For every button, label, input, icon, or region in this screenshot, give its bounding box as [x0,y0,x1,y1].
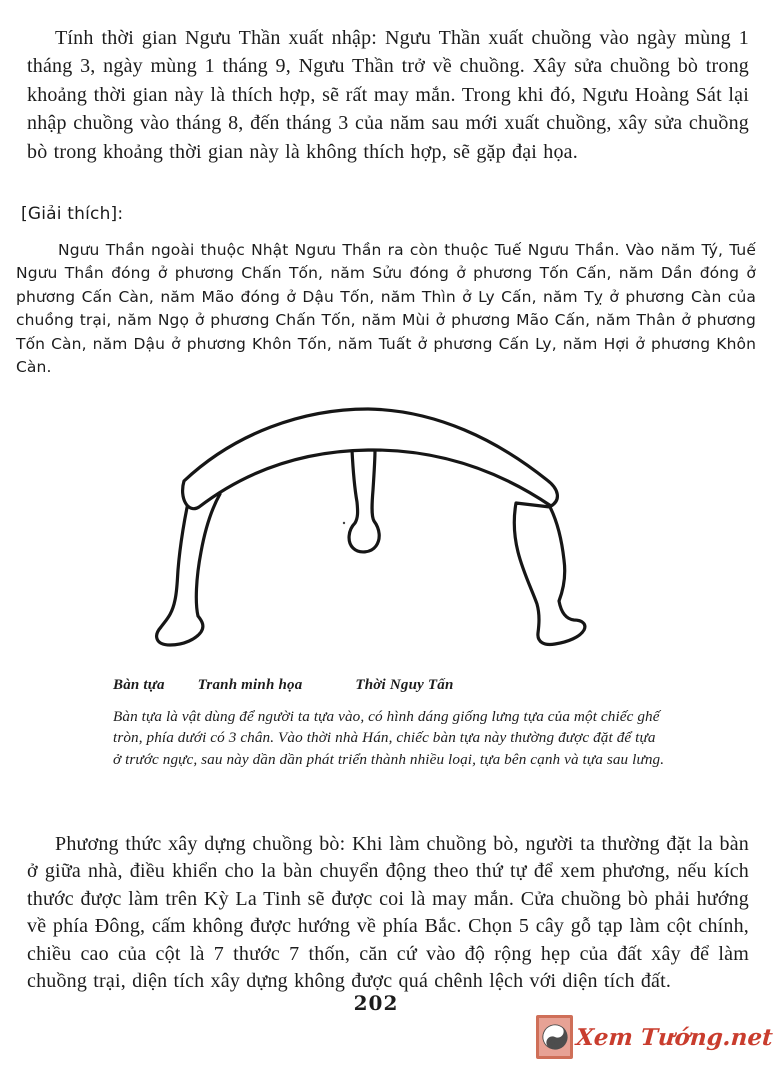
paragraph-building-method: Phương thức xây dựng chuồng bò: Khi làm chuồng bò, người ta thường đặt la bàn ở giữa nhà, điều khiển cho la bàn chuyển động theo thứ tự để xem phương, nếu kích thước được làm trên Kỳ La Tinh sẽ được coi là may mắn. Cửa chuồng bò phải hướng về phía Đông, cấm không được hướng về phía Bắc. Chọn 5 cây gỗ tạp làm cột chính, chiều cao của cột là 7 thước 7 thốn, căn cứ vào độ rộng hẹp của đất xây để làm chuồng trại, diện tích xây dựng không được quá chênh lệch với diện tích đất. [27,833,749,993]
caption-term-thoi-nguy-tan: Thời Nguy Tấn [355,677,454,693]
figure-caption-note: Bàn tựa là vật dùng để người ta tựa vào, có hình dáng giống lưng tựa của một chiếc ghế tròn, phía dưới có 3 chân. Vào thời nhà Hán, chiếc bàn tựa này thường được đặt để tựa ở trước ngực, sau này dần dần phát triển thành nhiều loại, tựa bên cạnh và tựa sau lưng. [113,708,665,768]
watermark-text: Xem Tướng.net [575,1023,774,1051]
watermark [536,1015,773,1059]
figure-ban-tua [140,390,640,670]
figure-center-leg [349,450,379,552]
figure-right-leg [514,503,585,645]
explanation-paragraph: Ngưu Thần ngoài thuộc Nhật Ngưu Thần ra còn thuộc Tuế Ngưu Thần. Vào năm Tý, Tuế Ngưu Thần đóng ở phương Chấn Tốn, năm Sửu đóng ở phương Tốn Cấn, năm Dần đóng ở phương Cấn Càn, năm Mão đóng ở Dậu Tốn, năm Thìn ở Ly Cấn, năm Tỵ ở phương Càn của chuồng trại, năm Ngọ ở phương Chấn Tốn, năm Mùi ở phương Mão Cấn, năm Thân ở phương Tốn Càn, năm Dậu ở phương Khôn Tốn, năm Tuất ở phương Cấn Ly, năm Hợi ở phương Khôn Càn. [16,241,756,377]
figure-caption-terms [113,677,454,694]
yin-yang-icon [536,1015,573,1059]
caption-term-tranh-minh-hoa: Tranh minh họa [197,677,303,693]
page-number: 202 [353,991,399,1015]
caption-term-ban-tua: Bàn tựa [113,677,165,693]
figure-left-leg [157,494,220,645]
explanation-label: [Giải thích]: [21,204,124,224]
scan-speck [343,522,345,524]
paragraph-time-calculation: Tính thời gian Ngưu Thần xuất nhập: Ngưu Thần xuất chuồng vào ngày mùng 1 tháng 3, ngày mùng 1 tháng 9, Ngưu Thần trở về chuồng. Xây sửa chuồng bò trong khoảng thời gian này là thích hợp, sẽ rất may mắn. Trong khi đó, Ngưu Hoàng Sát lại nhập chuồng vào tháng 8, đến tháng 3 của năm sau mới xuất chuồng, xây sửa chuồng bò trong khoảng thời gian này là không thích hợp, sẽ gặp đại họa. [27,27,749,163]
ban-tua-line-drawing [140,390,640,670]
